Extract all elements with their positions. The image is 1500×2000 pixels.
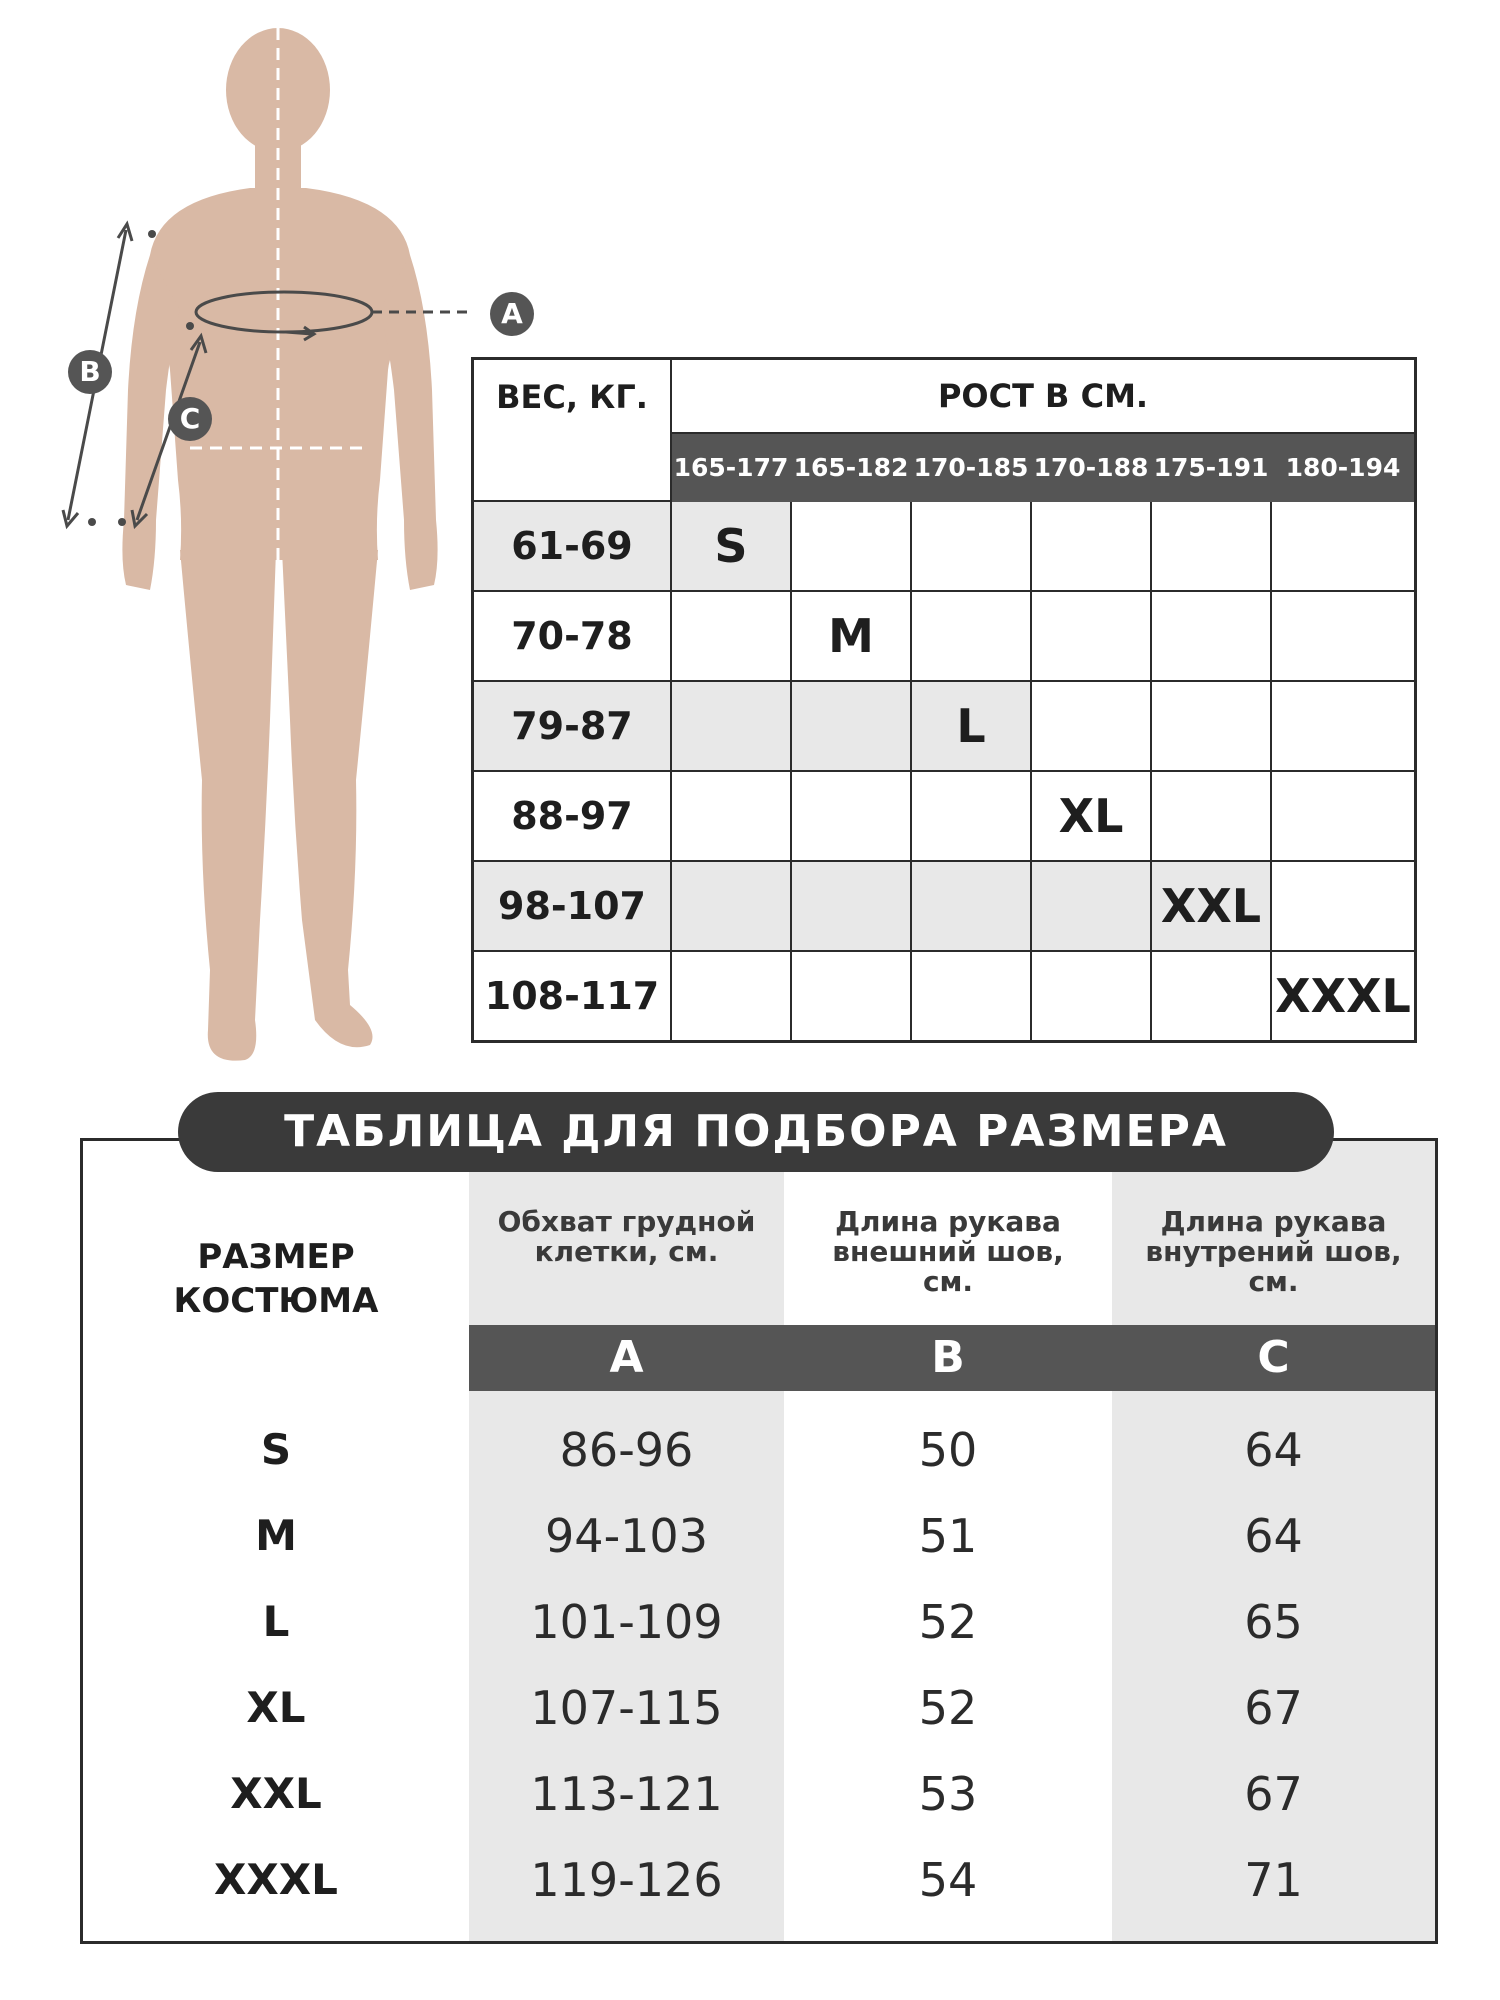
size-label: L	[262, 1597, 290, 1646]
chest-column	[469, 1141, 787, 1941]
size-value: L	[911, 681, 1031, 771]
chest-value: 86-96	[559, 1423, 694, 1477]
size-label: XXXL	[214, 1855, 338, 1904]
sleeve-outer-column	[784, 1141, 1115, 1941]
size-column-header: РАЗМЕР КОСТЮМА	[173, 1237, 379, 1321]
sleeve-outer-value: 53	[918, 1767, 978, 1821]
chest-value: 94-103	[545, 1509, 708, 1563]
marker-b-icon: B	[68, 350, 112, 394]
sleeve-inner-column-header: Длина рукава внутрений шов, см.	[1112, 1207, 1435, 1317]
size-value: XL	[1031, 771, 1151, 861]
sleeve-outer-value: 51	[918, 1509, 978, 1563]
weight-range: 98-107	[473, 861, 672, 951]
sleeve-outer-column-header: Длина рукава внешний шов, см.	[784, 1207, 1112, 1317]
weight-header-spacer	[473, 433, 672, 501]
weight-range: 79-87	[473, 681, 672, 771]
weight-range: 61-69	[473, 501, 672, 591]
table-row	[473, 771, 1416, 861]
size-value: M	[791, 591, 911, 681]
sleeve-outer-value: 52	[918, 1681, 978, 1735]
weight-range: 70-78	[473, 591, 672, 681]
height-range: 165-177	[671, 433, 791, 501]
sleeve-outer-value: 50	[918, 1423, 978, 1477]
size-label: XL	[246, 1683, 306, 1732]
marker-a-icon: A	[490, 292, 534, 336]
weight-height-table	[471, 357, 1417, 1043]
height-range: 180-194	[1271, 433, 1416, 501]
sleeve-inner-column	[1112, 1141, 1435, 1941]
sleeve-inner-value: 67	[1244, 1767, 1303, 1821]
sleeve-inner-value: 65	[1244, 1595, 1303, 1649]
table-row	[473, 951, 1416, 1042]
size-label: M	[255, 1511, 297, 1560]
size-value: XXXL	[1271, 951, 1416, 1042]
table-row	[473, 681, 1416, 771]
weight-range: 108-117	[473, 951, 672, 1042]
chest-column-header: Обхват грудной клетки, см.	[469, 1207, 784, 1317]
height-range: 175-191	[1151, 433, 1271, 501]
sleeve-inner-value: 64	[1244, 1509, 1303, 1563]
height-header: РОСТ В СМ.	[671, 359, 1416, 434]
column-letter-c: C	[1112, 1325, 1435, 1391]
table-row	[473, 501, 1416, 591]
chest-value: 101-109	[530, 1595, 723, 1649]
size-value: S	[671, 501, 791, 591]
marker-c-icon: C	[168, 397, 212, 441]
body-measurement-figure	[50, 20, 470, 1080]
sleeve-inner-value: 67	[1244, 1681, 1303, 1735]
size-measurement-table	[80, 1138, 1438, 1944]
column-letter-b: B	[784, 1325, 1112, 1391]
size-column	[83, 1141, 472, 1941]
table-row	[473, 861, 1416, 951]
size-label: S	[260, 1425, 292, 1474]
chest-value: 107-115	[530, 1681, 723, 1735]
column-letter-a: A	[469, 1325, 784, 1391]
height-range: 170-188	[1031, 433, 1151, 501]
size-label: XXL	[230, 1769, 322, 1818]
sleeve-outer-value: 52	[918, 1595, 978, 1649]
sleeve-inner-value: 71	[1244, 1853, 1303, 1907]
size-table-title: ТАБЛИЦА ДЛЯ ПОДБОРА РАЗМЕРА	[178, 1092, 1334, 1172]
height-range: 165-182	[791, 433, 911, 501]
chest-value: 113-121	[530, 1767, 723, 1821]
table-row	[473, 591, 1416, 681]
sleeve-inner-value: 64	[1244, 1423, 1303, 1477]
height-range: 170-185	[911, 433, 1031, 501]
chest-value: 119-126	[530, 1853, 723, 1907]
size-value: XXL	[1151, 861, 1271, 951]
sleeve-outer-value: 54	[918, 1853, 978, 1907]
weight-header: ВЕС, КГ.	[473, 359, 672, 434]
weight-range: 88-97	[473, 771, 672, 861]
